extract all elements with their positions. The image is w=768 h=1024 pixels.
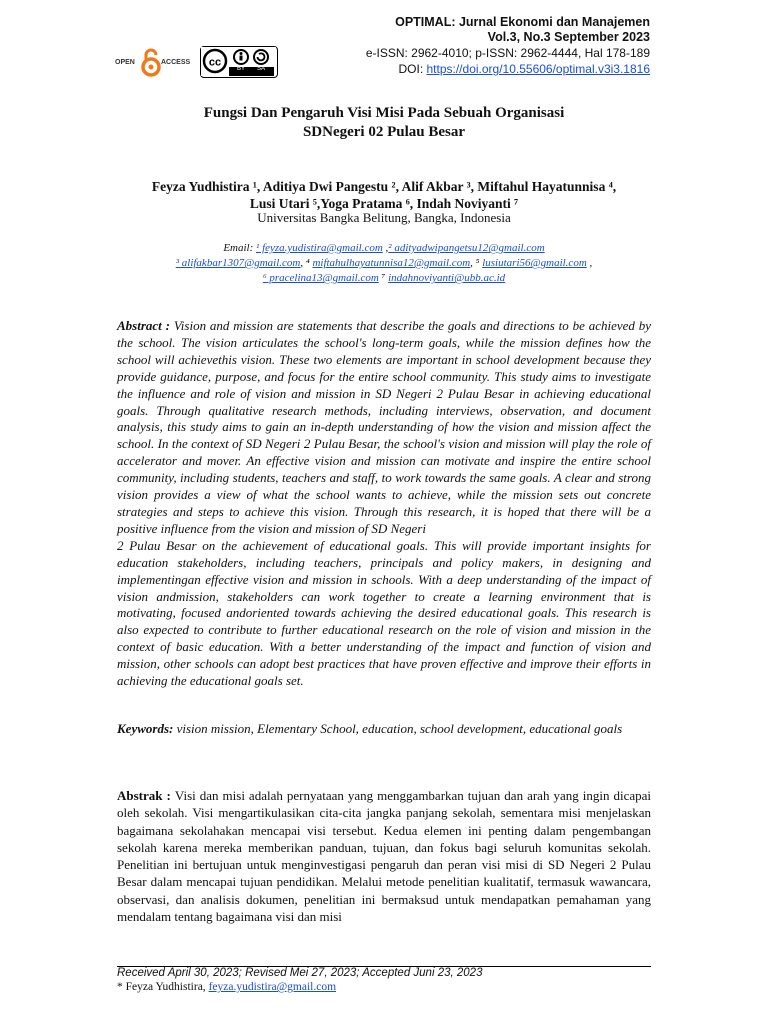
open-label: OPEN [115, 59, 135, 66]
abstrak-text: Visi dan misi adalah pernyataan yang menggambarkan tujuan dan arah yang ingin dicapai oleh sekolah. Visi mengartikulasikan cita-cita jangka panjang sekolah, sementara misi menjelaskan bagaimana sekolahakan mencapai visi tersebut. Kedua elemen ini penting dalam pengembangan sekolah karena mereka memberikan panduan, tujuan, dan fokus bagi seluruh komunitas sekolah. Penelitian ini bertujuan untuk menginvestigasi pengaruh dan peran visi misi di SD Negeri 2 Pulau Besar dalam mencapai tujuan pendidikan. Melalui metode penelitian kualitatif, termasuk wawancara, observasi, dan analisis dokumen, penelitian ini bermaksud untuk mendapatkan pemahaman yang mendalam tentang bagaimana visi dan misi [117, 788, 652, 925]
email-sep: ⁷ [378, 272, 389, 284]
paper-title [0, 104, 768, 142]
email-link-4[interactable]: miftahulhayatunnisa12@gmail.com [312, 257, 471, 269]
access-label: ACCESS [161, 59, 191, 66]
abstract-paragraph-1: Vision and mission are statements that describe the goals and directions to be achieved by the school. The vision articulates the school's long-term goals, while the mission defines how the school will achievethis vision. These two elements are important in school development because they provide guidance, purpose, and focus for the entire school community. This study aims to investigate the influence and role of vision and mission in SD Negeri 2 Pulau Besar in achieving educational goals. Through qualitative research methods, including interviews, observation, and document analysis, this study aims to gain an in-depth understanding of how the vision and mission affect the school. In the context of SD Negeri 2 Pulau Besar, the school's vision and mission will play the role of accelerator and mover. An effective vision and mission can motivate and inspire the entire school community, including students, teachers and staff, to work towards the same goals. A clear and strong vision provides a view of what the school wants to achieve, while the mission sets out concrete strategies and steps to achieve this vision. Through this research, it is hoped that there will be a positive influence from the vision and mission of SD Negeri [117, 318, 651, 536]
corresponding-author-label: * Feyza Yudhistira, [117, 981, 209, 993]
email-sep: , [586, 257, 593, 269]
open-access-logo [115, 48, 195, 78]
open-access-lock-icon [140, 48, 162, 78]
received-dates: Received April 30, 2023; Revised Mei 27, 2023; Accepted Juni 23, 2023 [117, 967, 483, 979]
title-line-1: Fungsi Dan Pengaruh Visi Misi Pada Sebuah Organisasi [203, 105, 565, 121]
journal-volume: Vol.3, No.3 September 2023 [487, 30, 650, 44]
doi-label: DOI: [398, 62, 424, 76]
license-by-label: BY [237, 66, 246, 72]
license-sa-label: SA [257, 66, 266, 72]
keywords-label: Keywords: [117, 721, 174, 736]
journal-doi [366, 61, 650, 77]
journal-issn: e-ISSN: 2962-4010; p-ISSN: 2962-4444, Hal 178-189 [365, 46, 650, 60]
email-link-2[interactable]: ² adityadwipangetsu12@gmail.com [388, 242, 545, 254]
keywords [117, 720, 651, 737]
journal-info [366, 14, 650, 77]
abstract-paragraph-2: 2 Pulau Besar on the achievement of educational goals. This will provide important insights for education stakeholders, including teachers, principals and policy makers, in designing and implementingan effective vision and mission in schools. With a deep understanding of the impact of vision andmission, stakeholders can work together to create a learning environment that is motivating, focused andoriented towards achieving the desired educational goals. This research is also expected to contribute to further educational research on the role of vision and mission in the context of basic education. With a better understanding of the impact and function of vision and mission, other schools can adopt best practices that have proven effective and improve their efforts in achieving the educational goals set. [117, 537, 651, 689]
affiliation: Universitas Bangka Belitung, Bangka, Indonesia [257, 210, 511, 225]
cc-by-sa-badge [200, 46, 278, 78]
email-link-6[interactable]: ⁶ pracelina13@gmail.com [262, 272, 379, 284]
email-sep: , [382, 242, 389, 254]
email-link-5[interactable]: lusiutari56@gmail.com [482, 257, 587, 269]
journal-title: OPTIMAL: Jurnal Ekonomi dan Manajemen [395, 15, 650, 29]
email-link-3[interactable]: ³ alifakbar1307@gmail.com [175, 257, 301, 269]
email-link-1[interactable]: ¹ feyza.yudistira@gmail.com [256, 242, 383, 254]
authors [0, 178, 768, 212]
abstract-label: Abstract : [117, 318, 174, 333]
title-line-2: SDNegeri 02 Pulau Besar [302, 124, 466, 140]
email-sep: , ⁵ [470, 257, 483, 269]
email-link-7[interactable]: indahnoviyanti@ubb.ac.id [388, 272, 506, 284]
authors-line-2: Lusi Utari ⁵,Yoga Pratama ⁶, Indah Noviyanti ⁷ [249, 196, 519, 211]
abstrak-label: Abstrak : [117, 788, 175, 803]
keywords-text: vision mission, Elementary School, education, school development, educational goals [173, 721, 623, 736]
email-label: Email: [223, 242, 257, 254]
corresponding-email-link[interactable]: feyza.yudistira@gmail.com [208, 981, 337, 993]
corresponding-author [117, 981, 336, 993]
abstract-english [117, 318, 651, 690]
svg-text:cc: cc [208, 56, 222, 69]
author-emails [0, 241, 768, 286]
authors-line-1: Feyza Yudhistira ¹, Aditiya Dwi Pangestu ², Alif Akbar ³, Miftahul Hayatunnisa ⁴, [151, 179, 617, 194]
doi-link[interactable]: https://doi.org/10.55606/optimal.v3i3.1816 [426, 62, 650, 76]
abstract-indonesian [117, 787, 651, 925]
email-sep: , ⁴ [300, 257, 313, 269]
